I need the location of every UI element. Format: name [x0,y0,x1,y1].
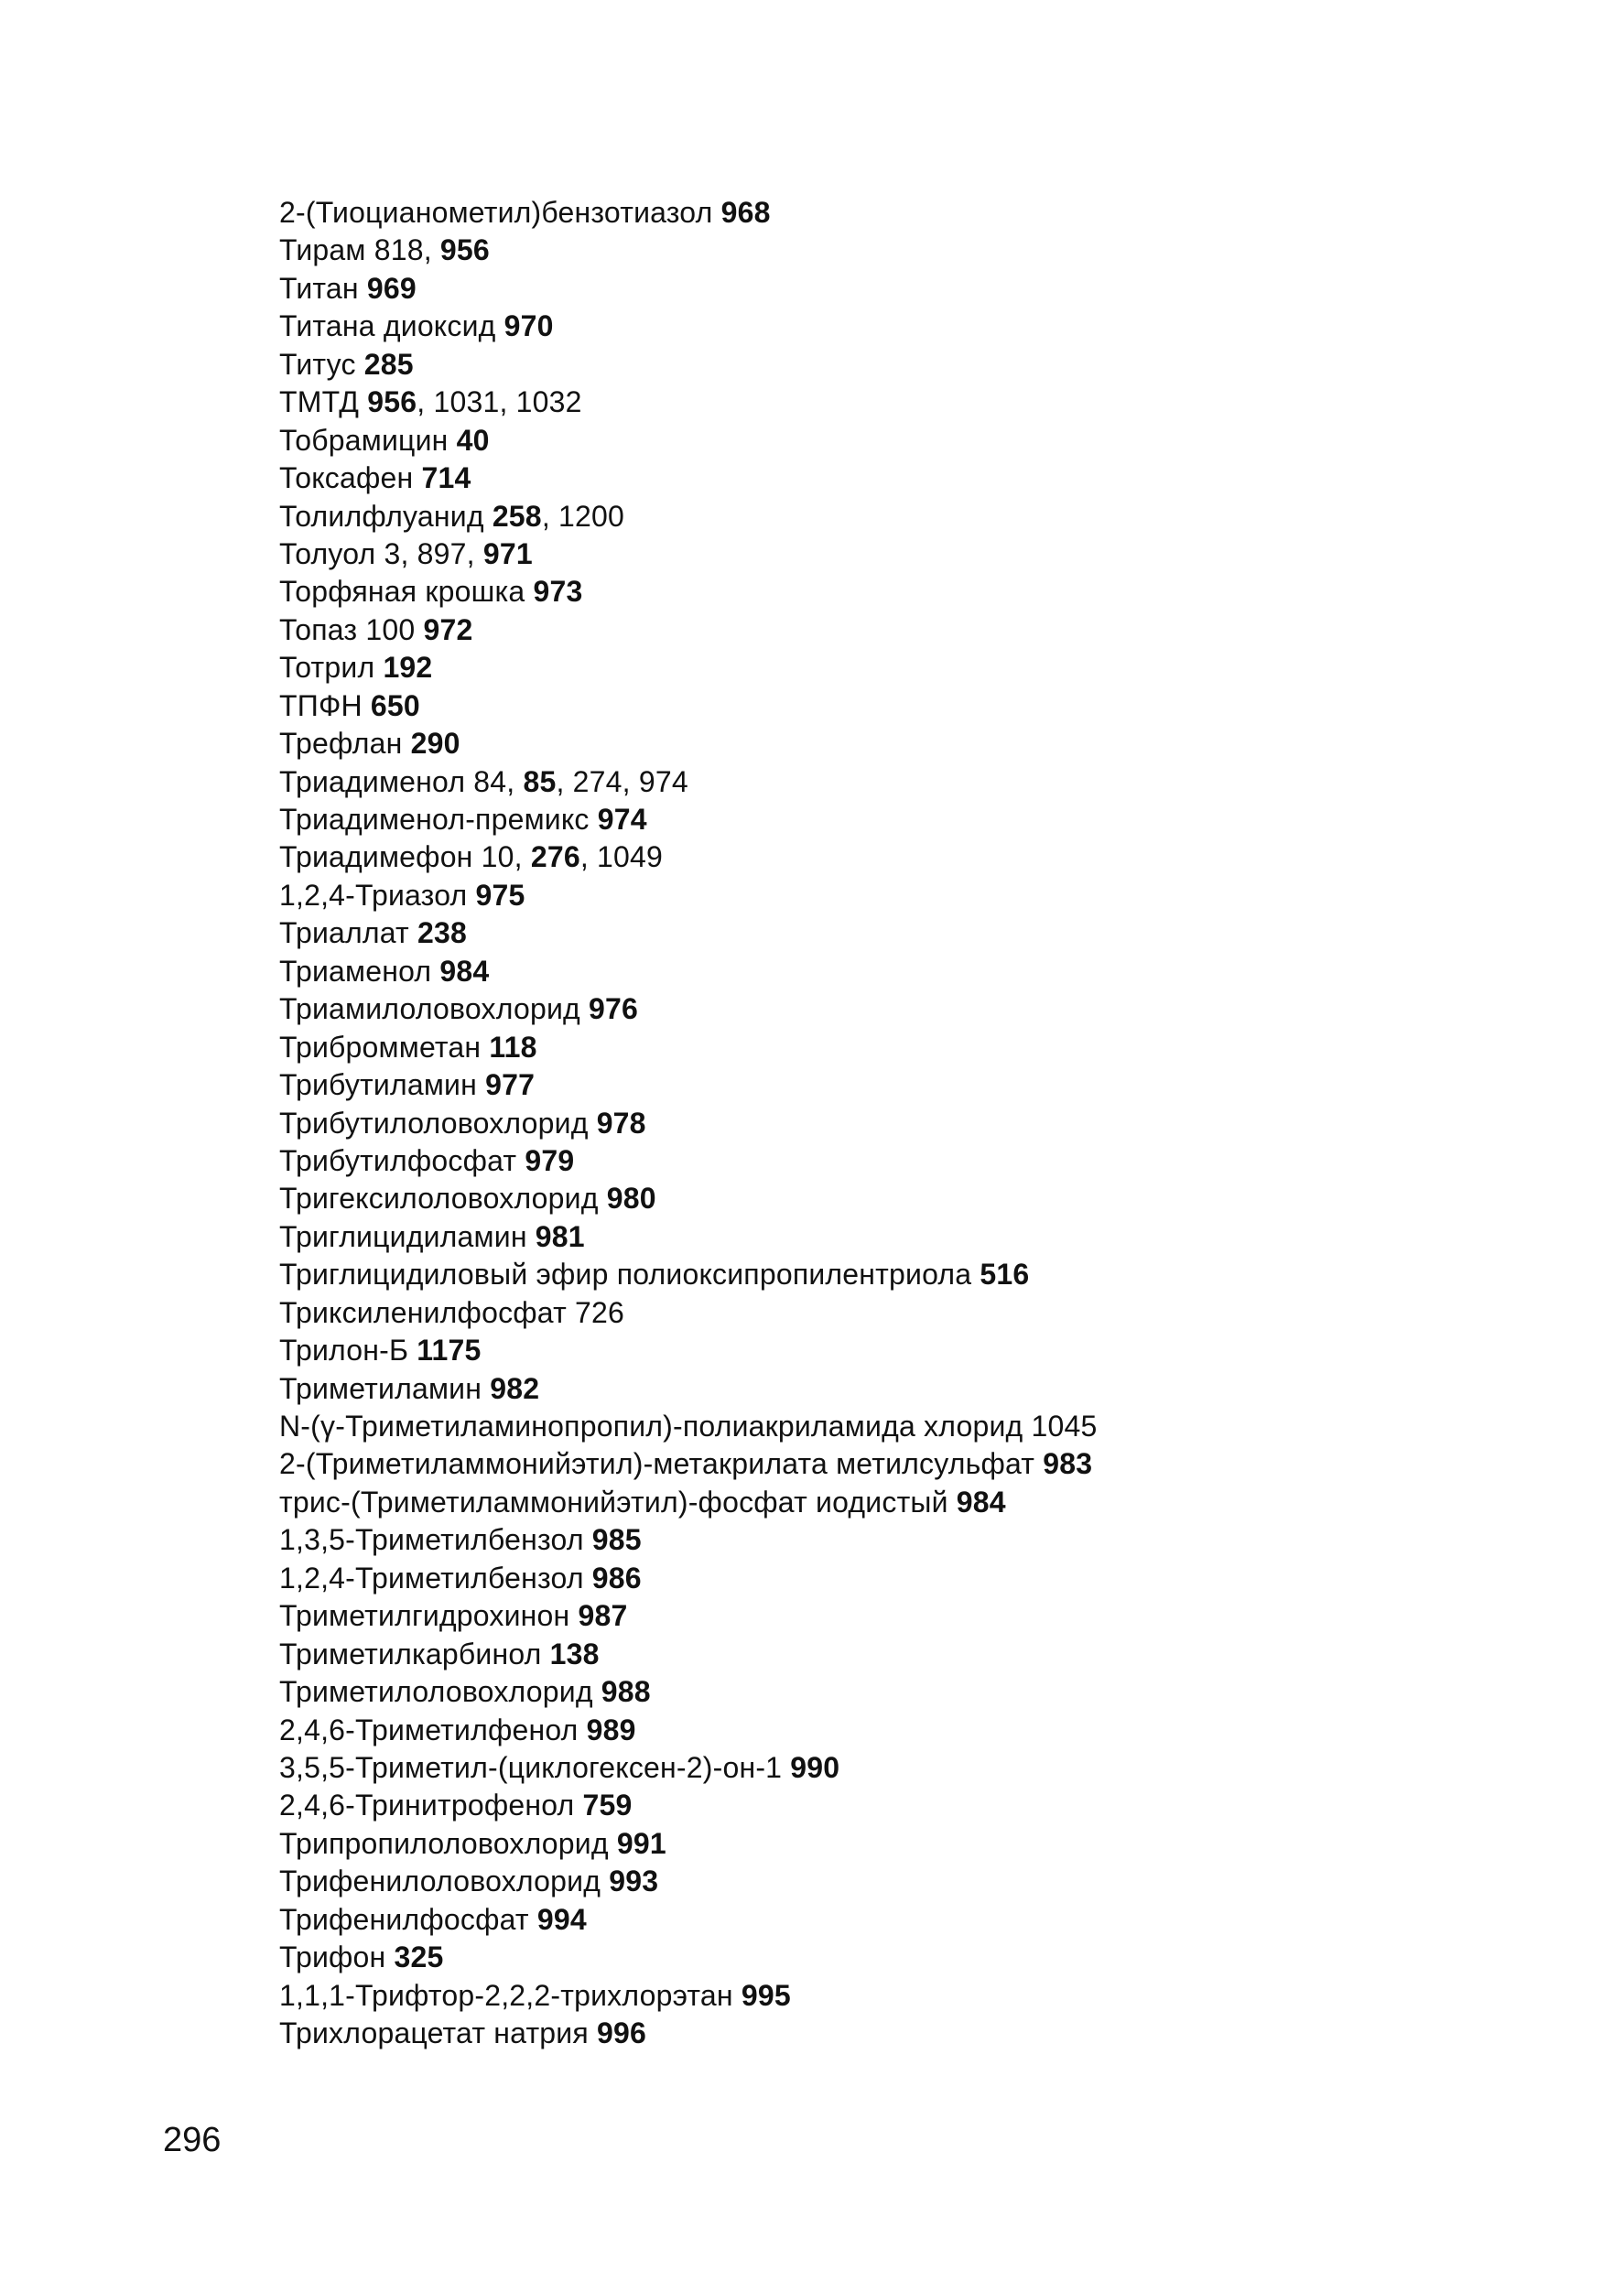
index-term: Тирам [279,233,366,267]
index-term: Толилфлуанид [279,499,484,533]
index-term: Трипропилоловохлорид [279,1826,609,1860]
index-entry [279,801,1098,838]
page-ref-main: 979 [525,1143,575,1177]
index-entry [279,725,1098,762]
index-term: Триметилоловохлорид [279,1675,593,1709]
index-entry [279,459,1098,497]
page-ref-main: 759 [582,1789,633,1822]
page-ref-main: 990 [790,1750,840,1784]
page-ref-main: 982 [490,1371,540,1405]
index-term: Триглицидиламин [279,1219,527,1253]
index-term: Триадименол-премикс [279,803,590,836]
index-term: Трибутилоловохлорид [279,1106,589,1140]
index-entry [279,1445,1098,1483]
index-term: Трифон [279,1941,386,1974]
index-entry [279,914,1098,952]
page-ref-main: 956 [439,233,490,267]
index-list [279,194,1098,2052]
index-term: Торфяная крошка [279,575,525,609]
page-ref-main: 258 [492,499,542,533]
index-term: Трифенилфосфат [279,1902,529,1936]
page-ref-main: 985 [591,1523,642,1557]
index-term: 1,2,4-Триазол [279,878,468,912]
index-term: Триадимефон [279,840,473,874]
index-term: Трифенилоловохлорид [279,1865,601,1898]
index-entry [279,1521,1098,1559]
page-ref-main: 988 [601,1675,651,1709]
page-ref: 84 [473,764,507,798]
index-entry [279,1939,1098,1976]
index-entry: Триадимефон 10, 276, 1049 [279,840,664,874]
index-entry [279,194,1098,232]
index-entry [279,346,1098,384]
index-term: 2,4,6-Тринитрофенол [279,1789,575,1822]
index-entry [279,953,1098,990]
page-ref-main: 325 [394,1941,444,1974]
index-term: Трефлан [279,727,403,761]
page-ref-main: 973 [533,575,583,609]
page-ref-main: 118 [489,1030,537,1064]
page-ref-main: 1175 [417,1334,482,1368]
page-ref-main: 276 [530,840,580,874]
page-ref-main: 85 [523,764,557,798]
index-term: Триглицидиловый эфир полиоксипропилентриола [279,1258,972,1292]
index-entry [279,877,1098,914]
page-ref-main: 516 [980,1258,1030,1292]
page-ref-main: 989 [586,1713,636,1746]
page-ref-main: 290 [410,727,460,761]
index-term: Тригексилоловохлорид [279,1182,599,1216]
index-term: трис-(Триметиламмонийэтил)-фосфат иодистый [279,1485,948,1519]
index-entry [279,573,1098,611]
page-ref-main: 968 [720,196,771,229]
page-ref-main: 650 [370,688,420,722]
index-entry: Тирам 818, 956 [279,233,490,267]
index-term: 1,3,5-Триметилбензол [279,1523,584,1557]
page-ref-main: 976 [589,992,638,1026]
index-term: Тотрил [279,651,375,685]
page-ref-main: 981 [535,1219,585,1253]
page-ref-main: 192 [383,651,433,685]
index-entry [279,611,1098,649]
index-entry [279,1863,1098,1900]
page-ref: 818 [374,233,424,267]
page-ref: 1049 [597,840,664,874]
page-ref: 1031 [433,385,500,419]
page-ref: 3 [384,536,401,570]
page-ref-main: 980 [606,1182,656,1216]
page-ref-main: 977 [485,1068,536,1102]
index-term: 2-(Тиоцианометил)бензотиазол [279,196,713,229]
page-ref-main: 138 [549,1637,600,1670]
index-term: ТПФН [279,688,363,722]
page-ref-main: 995 [741,1978,791,2012]
page-ref-main: 996 [597,2016,646,2049]
index-entry [279,1787,1098,1824]
index-entry [279,1142,1098,1180]
page-ref-main: 40 [456,423,490,457]
index-entry [279,1066,1098,1104]
index-term: Токсафен [279,461,414,495]
index-entry [279,990,1098,1028]
page-ref-main: 983 [1043,1447,1093,1481]
index-term: Триксиленилфосфат [279,1295,567,1329]
page-ref: 274 [572,764,623,798]
page-ref-main: 969 [366,271,417,305]
index-term: Титан [279,271,359,305]
index-term: Триметиламин [279,1371,482,1405]
index-entry [279,1597,1098,1635]
index-entry [279,1218,1098,1256]
index-entry [279,1560,1098,1597]
page-ref: 726 [575,1295,625,1329]
page-number: 296 [163,2121,222,2159]
index-term: Триаллат [279,916,409,950]
index-entry: Толуол 3, 897, 971 [279,536,533,570]
index-entry [279,1977,1098,2015]
index-entry [279,422,1098,459]
index-term: Толуол [279,536,376,570]
index-entry [279,1332,1098,1369]
index-term: Трилон-Б [279,1334,409,1368]
page-ref-main: 975 [475,878,525,912]
index-entry [279,1370,1098,1408]
index-entry: Толилфлуанид 258, 1200 [279,499,624,533]
index-term: Титус [279,347,356,381]
page-ref-main: 238 [417,916,468,950]
index-term: Трибутиламин [279,1068,477,1102]
index-term: Трихлорацетат натрия [279,2016,589,2049]
index-entry [279,1673,1098,1711]
page-ref: 1045 [1031,1410,1098,1443]
page-ref-main: 972 [423,612,473,646]
index-entry: Триадименол 84, 85, 274, 974 [279,764,688,798]
index-term: 2-(Триметиламмонийэтил)-метакрилата метилсульфат [279,1447,1035,1481]
page-ref-main: 994 [536,1902,587,1936]
index-entry: ТМТД 956, 1031, 1032 [279,385,582,419]
page-ref-main: 971 [482,536,533,570]
index-entry [279,1294,1098,1332]
index-entry [279,270,1098,308]
page-ref: 974 [638,764,688,798]
index-term: 1,2,4-Триметилбензол [279,1561,584,1595]
index-term: Триметилкарбинол [279,1637,542,1670]
index-entry [279,1029,1098,1066]
index-term: Триадименол [279,764,466,798]
index-term: Триметилгидрохинон [279,1599,570,1633]
index-term: N-(γ-Триметиламинопропил)-полиакриламида хлорид [279,1410,1023,1443]
index-entry [279,1408,1098,1445]
index-term: 1,1,1-Трифтор-2,2,2-трихлорэтан [279,1978,733,2012]
index-term: Тобрамицин [279,423,449,457]
page-ref-main: 986 [591,1561,642,1595]
index-entry [279,1712,1098,1749]
page-ref-main: 993 [609,1865,659,1898]
index-entry [279,1484,1098,1521]
page-ref-main: 984 [439,954,490,988]
page-ref-main: 714 [421,461,471,495]
page-ref-main: 978 [596,1106,646,1140]
index-term: ТМТД [279,385,360,419]
index-entry [279,649,1098,687]
index-entry [279,1105,1098,1142]
index-term: Трибромметан [279,1030,482,1064]
index-term: Трибутилфосфат [279,1143,517,1177]
index-entry [279,687,1098,725]
index-entry [279,1180,1098,1217]
page-ref-main: 991 [616,1826,666,1860]
page-ref: 1200 [558,499,624,533]
index-term: Триаменол [279,954,432,988]
page-ref: 897 [417,536,467,570]
index-term: 2,4,6-Триметилфенол [279,1713,579,1746]
index-entry [279,1256,1098,1293]
index-term: 3,5,5-Триметил-(циклогексен-2)-он-1 [279,1750,783,1784]
page-ref-main: 970 [503,309,554,343]
index-entry [279,1901,1098,1939]
page-ref-main: 987 [578,1599,628,1633]
page-ref-main: 285 [363,347,414,381]
index-entry [279,1636,1098,1673]
page-ref-main: 984 [956,1485,1006,1519]
page-ref-main: 956 [367,385,417,419]
page-ref-main: 974 [597,803,647,836]
index-entry [279,1749,1098,1787]
index-entry [279,308,1098,345]
index-term: Топаз 100 [279,612,416,646]
page-ref: 10 [481,840,514,874]
index-entry [279,1825,1098,1863]
index-term: Триамилоловохлорид [279,992,580,1026]
index-term: Титана диоксид [279,309,496,343]
index-entry [279,2015,1098,2052]
page-ref: 1032 [515,385,582,419]
